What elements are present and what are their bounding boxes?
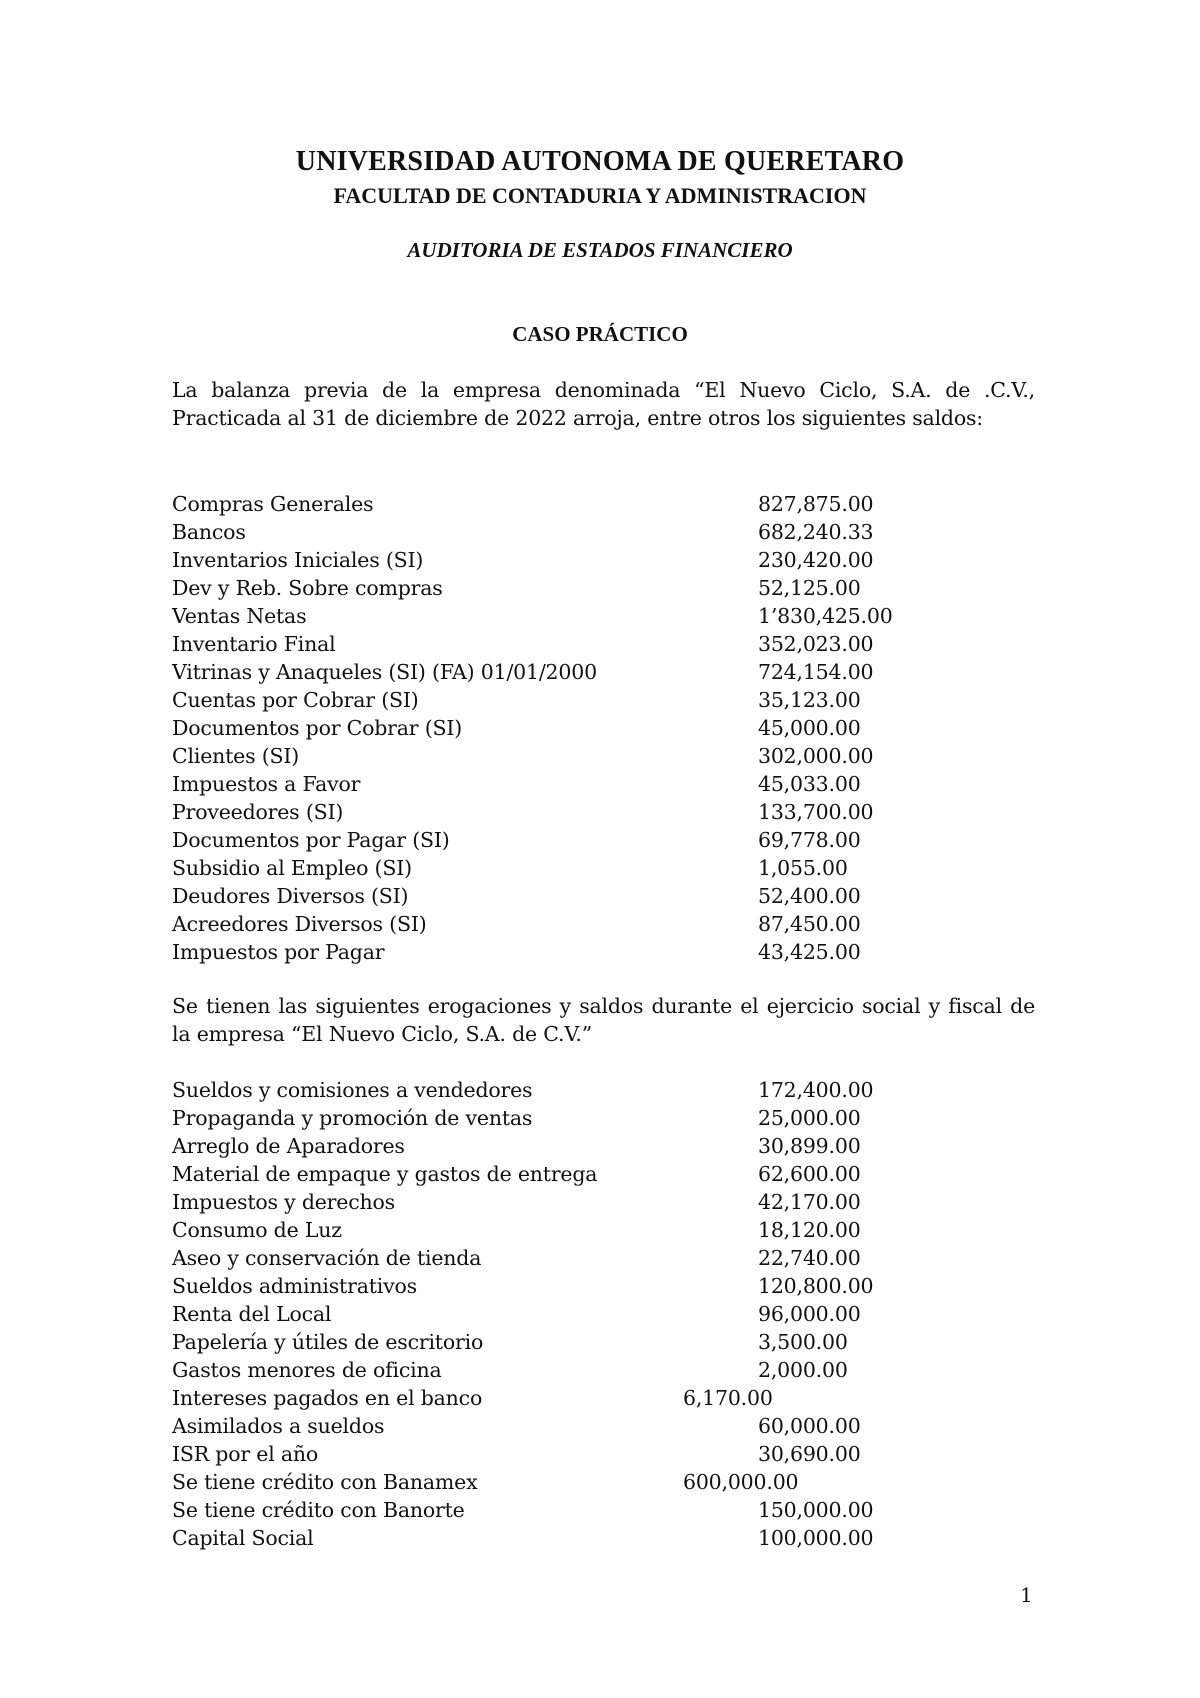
expense-row (172, 1524, 972, 1552)
expense-amount: 6,170.00 (683, 1386, 773, 1410)
balance-label: Cuentas por Cobrar (SI) (172, 688, 419, 712)
expense-row (172, 1272, 972, 1300)
balance-row (172, 546, 972, 574)
page-number: 1 (1020, 1583, 1033, 1607)
balance-row (172, 714, 972, 742)
balance-label: Ventas Netas (172, 604, 307, 628)
expense-amount: 22,740.00 (758, 1246, 861, 1270)
expense-label: Intereses pagados en el banco (172, 1386, 483, 1410)
expense-amount: 18,120.00 (758, 1218, 861, 1242)
expense-label: Arreglo de Aparadores (172, 1134, 405, 1158)
expenses-paragraph: Se tienen las siguientes erogaciones y saldos durante el ejercicio social y fiscal de la empresa “El Nuevo Ciclo, S.A. de C.V.” (172, 994, 1035, 1046)
balance-amount: 69,778.00 (758, 828, 861, 852)
expenses-list (172, 1076, 972, 1552)
expense-row (172, 1412, 972, 1440)
balance-amount: 87,450.00 (758, 912, 861, 936)
balance-row (172, 938, 972, 966)
expense-row (172, 1132, 972, 1160)
balance-amount: 230,420.00 (758, 548, 874, 572)
balance-label: Proveedores (SI) (172, 800, 344, 824)
expense-amount: 120,800.00 (758, 1274, 874, 1298)
balances-list (172, 490, 972, 966)
expense-amount: 172,400.00 (758, 1078, 874, 1102)
expense-amount: 96,000.00 (758, 1302, 861, 1326)
balance-amount: 1,055.00 (758, 856, 848, 880)
expense-row (172, 1328, 972, 1356)
balance-label: Impuestos por Pagar (172, 940, 385, 964)
balance-row (172, 574, 972, 602)
expense-label: Capital Social (172, 1526, 314, 1550)
expense-amount: 600,000.00 (683, 1470, 799, 1494)
expense-row (172, 1188, 972, 1216)
balance-amount: 1’830,425.00 (758, 604, 893, 628)
expense-row (172, 1300, 972, 1328)
expense-label: Gastos menores de oficina (172, 1358, 442, 1382)
balance-label: Inventario Final (172, 632, 336, 656)
university-title: UNIVERSIDAD AUTONOMA DE QUERETARO (295, 146, 905, 177)
expense-label: Sueldos administrativos (172, 1274, 417, 1298)
balance-label: Documentos por Cobrar (SI) (172, 716, 463, 740)
expense-label: Aseo y conservación de tienda (172, 1246, 482, 1270)
balance-amount: 45,033.00 (758, 772, 861, 796)
balance-amount: 682,240.33 (758, 520, 874, 544)
balance-amount: 52,125.00 (758, 576, 861, 600)
expense-amount: 150,000.00 (758, 1498, 874, 1522)
expense-row (172, 1244, 972, 1272)
expense-label: ISR por el año (172, 1442, 319, 1466)
expense-label: Se tiene crédito con Banamex (172, 1470, 478, 1494)
balance-amount: 133,700.00 (758, 800, 874, 824)
faculty-title: FACULTAD DE CONTADURIA Y ADMINISTRACION (333, 183, 867, 208)
expense-row (172, 1076, 972, 1104)
expense-label: Sueldos y comisiones a vendedores (172, 1078, 533, 1102)
balance-row (172, 742, 972, 770)
balance-row (172, 882, 972, 910)
balance-row (172, 602, 972, 630)
expense-label: Asimilados a sueldos (172, 1414, 385, 1438)
expense-amount: 60,000.00 (758, 1414, 861, 1438)
balance-amount: 45,000.00 (758, 716, 861, 740)
balance-amount: 352,023.00 (758, 632, 874, 656)
balance-row (172, 518, 972, 546)
expense-label: Consumo de Luz (172, 1218, 342, 1242)
expense-label: Se tiene crédito con Banorte (172, 1498, 465, 1522)
expense-row (172, 1216, 972, 1244)
balance-row (172, 686, 972, 714)
expense-row (172, 1356, 972, 1384)
balance-row (172, 826, 972, 854)
balance-label: Bancos (172, 520, 246, 544)
balance-label: Impuestos a Favor (172, 772, 361, 796)
balance-label: Inventarios Iniciales (SI) (172, 548, 424, 572)
expense-row (172, 1496, 972, 1524)
expense-label: Material de empaque y gastos de entrega (172, 1162, 598, 1186)
expense-amount: 30,899.00 (758, 1134, 861, 1158)
subject-title: AUDITORIA DE ESTADOS FINANCIERO (407, 238, 793, 262)
balance-amount: 827,875.00 (758, 492, 874, 516)
expense-amount: 62,600.00 (758, 1162, 861, 1186)
balance-label: Acreedores Diversos (SI) (172, 912, 427, 936)
balance-row (172, 630, 972, 658)
expense-label: Impuestos y derechos (172, 1190, 395, 1214)
balance-row (172, 798, 972, 826)
balance-row (172, 770, 972, 798)
expense-row (172, 1468, 972, 1496)
balance-amount: 724,154.00 (758, 660, 874, 684)
expense-row (172, 1104, 972, 1132)
balance-label: Vitrinas y Anaqueles (SI) (FA) 01/01/2000 (172, 660, 597, 684)
case-title: CASO PRÁCTICO (512, 322, 688, 346)
balance-label: Dev y Reb. Sobre compras (172, 576, 443, 600)
balance-row (172, 490, 972, 518)
expense-amount: 42,170.00 (758, 1190, 861, 1214)
expense-row (172, 1384, 972, 1412)
balance-amount: 43,425.00 (758, 940, 861, 964)
balance-label: Subsidio al Empleo (SI) (172, 856, 412, 880)
expense-amount: 2,000.00 (758, 1358, 848, 1382)
expense-label: Papelería y útiles de escritorio (172, 1330, 484, 1354)
expense-amount: 3,500.00 (758, 1330, 848, 1354)
balance-row (172, 854, 972, 882)
balance-amount: 302,000.00 (758, 744, 874, 768)
expense-label: Renta del Local (172, 1302, 332, 1326)
expense-amount: 25,000.00 (758, 1106, 861, 1130)
balance-label: Deudores Diversos (SI) (172, 884, 409, 908)
balance-amount: 52,400.00 (758, 884, 861, 908)
intro-paragraph: La balanza previa de la empresa denominada “El Nuevo Ciclo, S.A. de .C.V., Practicada al 31 de diciembre de 2022 arroja, entre otros los siguientes saldos: (172, 378, 1035, 430)
expense-label: Propaganda y promoción de ventas (172, 1106, 533, 1130)
expense-amount: 100,000.00 (758, 1526, 874, 1550)
expense-amount: 30,690.00 (758, 1442, 861, 1466)
balance-label: Clientes (SI) (172, 744, 300, 768)
expense-row (172, 1160, 972, 1188)
balance-amount: 35,123.00 (758, 688, 861, 712)
expense-row (172, 1440, 972, 1468)
balance-row (172, 658, 972, 686)
balance-row (172, 910, 972, 938)
balance-label: Compras Generales (172, 492, 374, 516)
balance-label: Documentos por Pagar (SI) (172, 828, 450, 852)
